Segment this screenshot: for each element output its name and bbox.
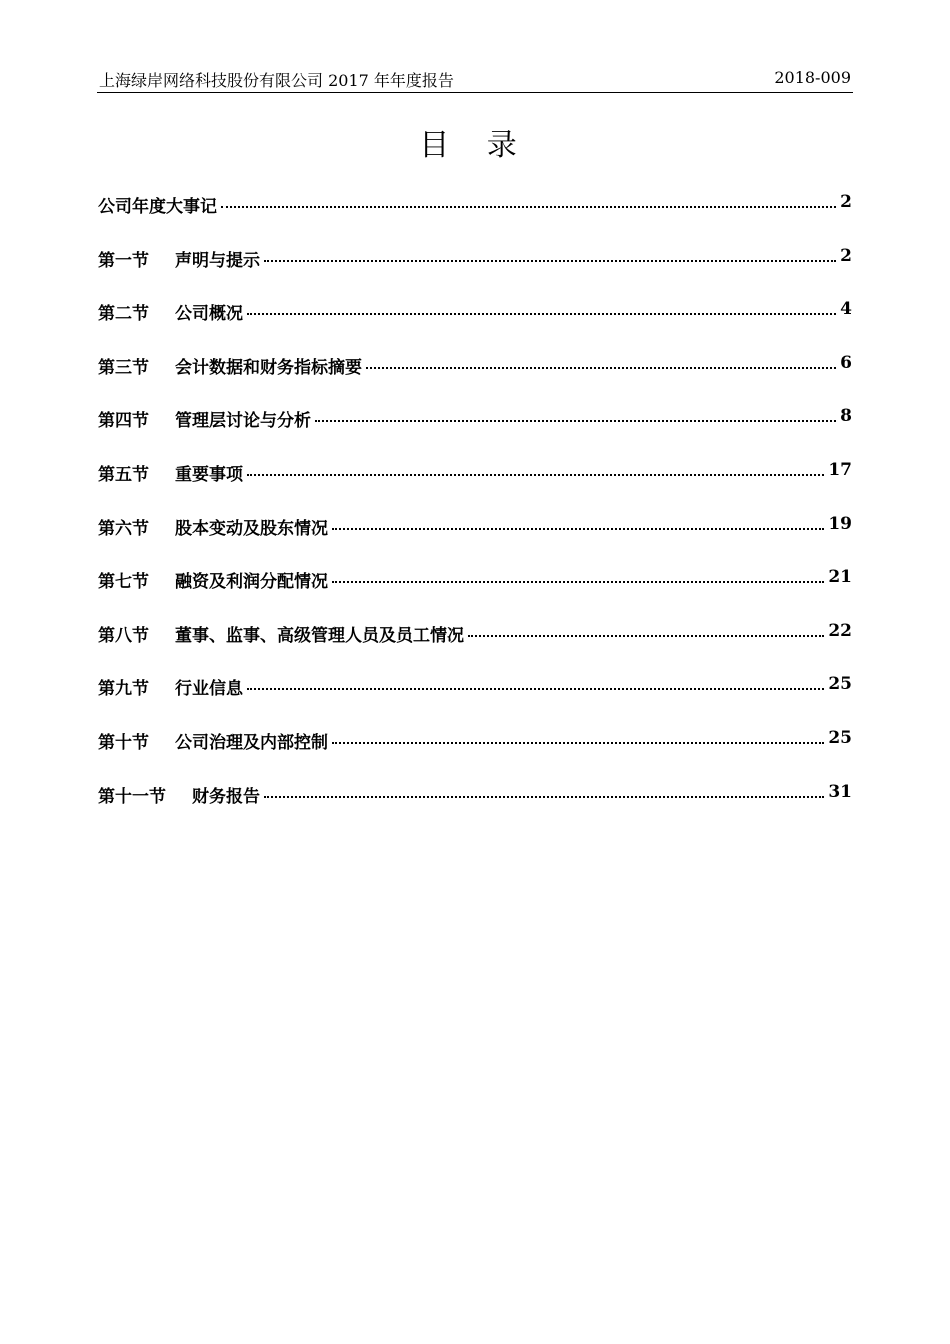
toc-leader-dots xyxy=(247,674,824,690)
toc-page-number: 8 xyxy=(840,406,852,427)
toc-leader-dots xyxy=(264,782,824,798)
toc-section-number: 第二节 xyxy=(98,304,149,325)
toc-page-number: 17 xyxy=(828,459,852,480)
header-company-report: 上海绿岸网络科技股份有限公司 2017 年年度报告 xyxy=(99,71,454,90)
toc-page-number: 22 xyxy=(828,620,852,641)
toc-leader-dots xyxy=(332,728,824,744)
toc-entry[interactable] xyxy=(98,406,852,460)
toc-section-title: 融资及利润分配情况 xyxy=(175,572,328,593)
toc-page-number: 2 xyxy=(840,192,852,212)
toc-section-title: 管理层讨论与分析 xyxy=(175,411,311,432)
toc-leader-dots xyxy=(221,192,836,208)
toc-section-number: 第三节 xyxy=(98,357,149,378)
toc-section-number: 第五节 xyxy=(98,464,149,485)
toc-page-number: 21 xyxy=(828,567,852,588)
toc-section-title: 财务报告 xyxy=(192,786,260,807)
toc-leader-dots xyxy=(315,406,836,422)
toc-page-number: 19 xyxy=(828,513,852,534)
toc-leader-dots xyxy=(247,299,836,315)
header-doc-number: 2018-009 xyxy=(774,68,851,87)
toc-section-title: 公司治理及内部控制 xyxy=(175,732,328,753)
toc-page-number: 4 xyxy=(840,299,852,320)
toc-page-number: 25 xyxy=(828,674,852,695)
toc-entry[interactable] xyxy=(98,460,852,514)
toc-section-title: 公司年度大事记 xyxy=(98,197,217,217)
toc-page-number: 2 xyxy=(840,245,852,266)
toc-section-number: 第四节 xyxy=(98,411,149,432)
toc-page-number: 25 xyxy=(828,727,852,748)
toc-section-title: 行业信息 xyxy=(175,679,243,700)
toc-section-number: 第八节 xyxy=(98,625,149,646)
toc-section-number: 第九节 xyxy=(98,679,149,700)
toc-leader-dots xyxy=(332,514,824,530)
toc-leader-dots xyxy=(366,353,836,369)
toc-entry[interactable] xyxy=(98,674,852,728)
toc-entry[interactable] xyxy=(98,246,852,300)
toc-page-number: 31 xyxy=(828,781,852,802)
toc-section-title: 董事、监事、高级管理人员及员工情况 xyxy=(175,625,464,646)
table-of-contents xyxy=(98,192,852,835)
page-header xyxy=(97,66,853,93)
toc-section-title: 会计数据和财务指标摘要 xyxy=(175,357,362,378)
toc-entry[interactable] xyxy=(98,782,852,836)
toc-leader-dots xyxy=(247,460,824,476)
toc-section-title: 声明与提示 xyxy=(175,250,260,271)
toc-entry[interactable] xyxy=(98,567,852,621)
toc-page-number: 6 xyxy=(840,352,852,373)
toc-section-number: 第十一节 xyxy=(98,786,166,807)
toc-section-title: 重要事项 xyxy=(175,464,243,485)
toc-entry[interactable] xyxy=(98,621,852,675)
toc-entry[interactable] xyxy=(98,728,852,782)
toc-section-title: 股本变动及股东情况 xyxy=(175,518,328,539)
toc-section-number: 第七节 xyxy=(98,572,149,593)
toc-entry[interactable] xyxy=(98,192,852,246)
toc-leader-dots xyxy=(468,621,824,637)
toc-leader-dots xyxy=(264,246,836,262)
toc-leader-dots xyxy=(332,567,824,583)
toc-entry[interactable] xyxy=(98,299,852,353)
toc-section-title: 公司概况 xyxy=(175,304,243,325)
toc-section-number: 第六节 xyxy=(98,518,149,539)
toc-entry[interactable] xyxy=(98,514,852,568)
toc-section-number: 第十节 xyxy=(98,732,149,753)
toc-section-number: 第一节 xyxy=(98,250,149,271)
toc-entry[interactable] xyxy=(98,353,852,407)
page-title: 目 录 xyxy=(419,128,531,163)
